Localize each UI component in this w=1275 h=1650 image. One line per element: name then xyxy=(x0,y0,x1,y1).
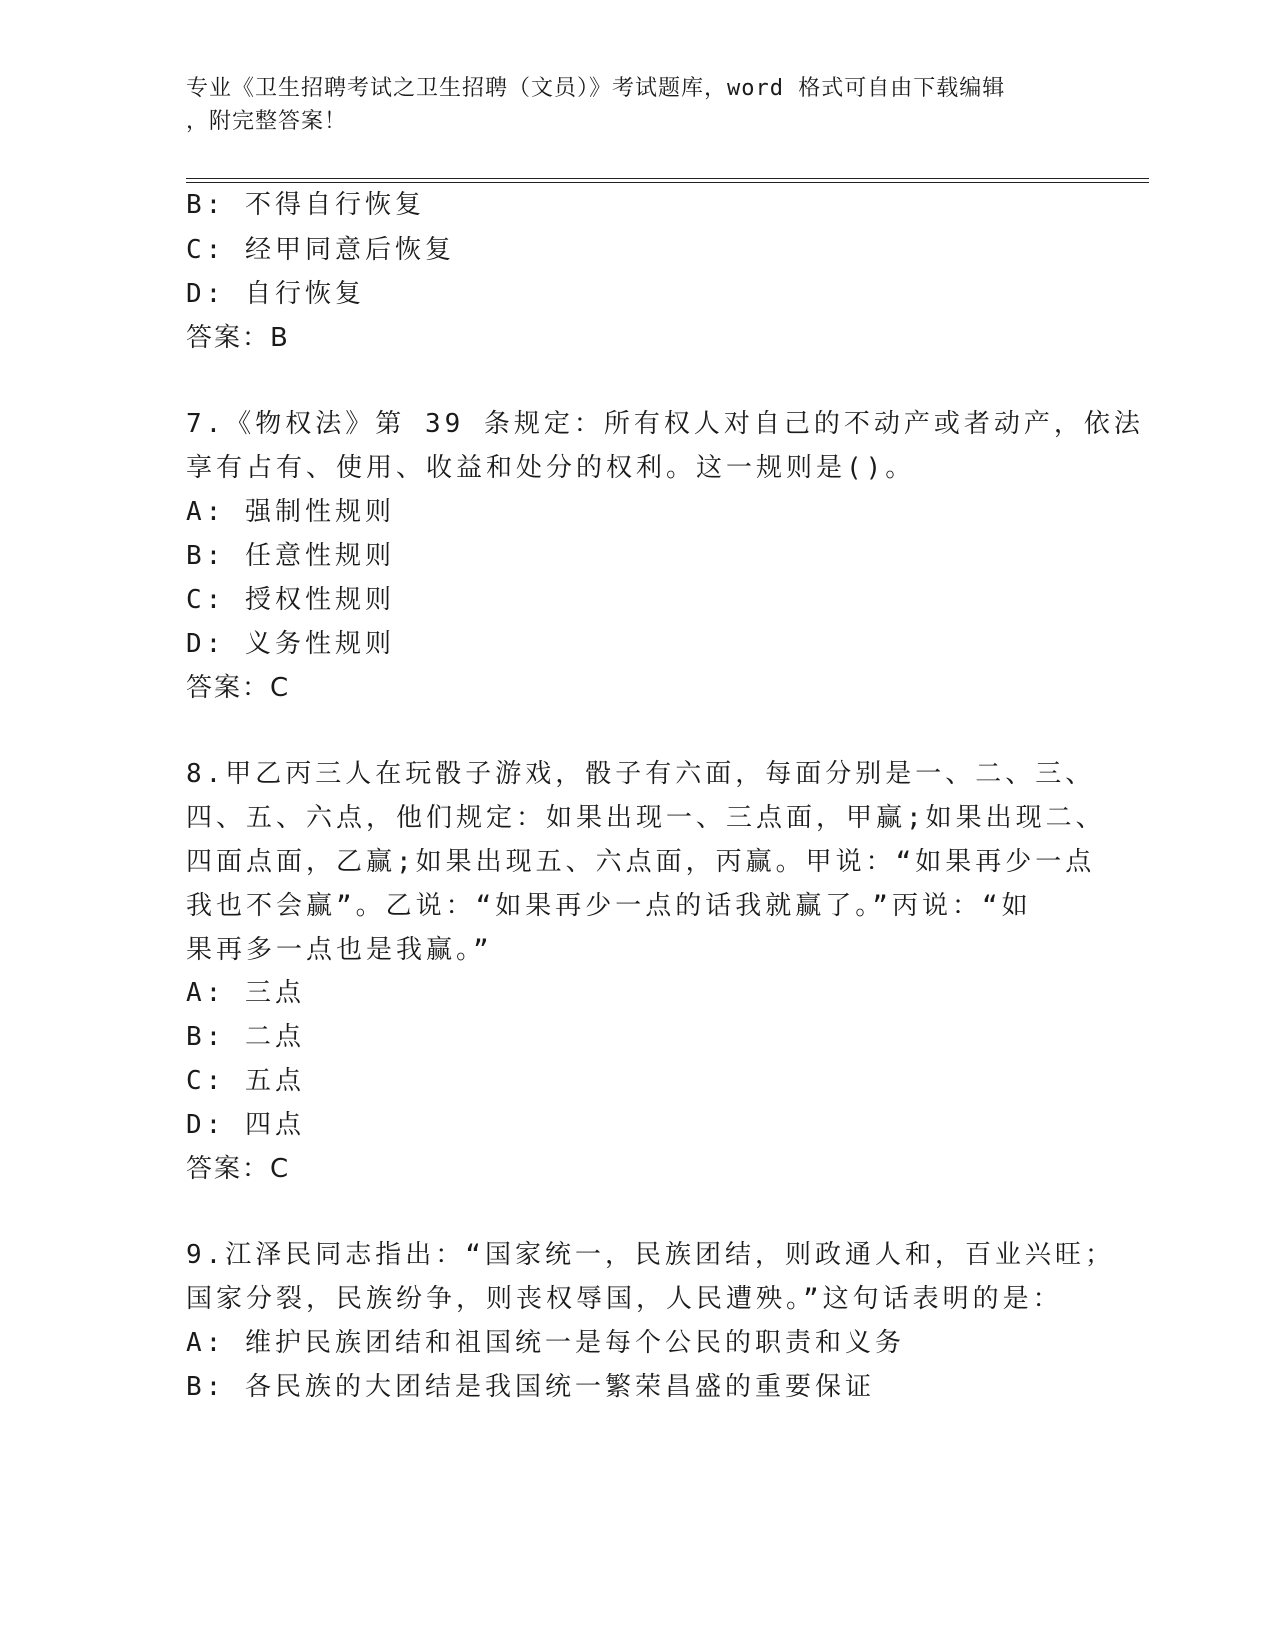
q8-answer: 答案：C xyxy=(186,1154,291,1184)
q8-stem-line-5: 果再多一点也是我赢。” xyxy=(186,935,493,965)
q9-stem-line-2: 国家分裂，民族纷争，则丧权辱国，人民遭殃。”这句话表明的是： xyxy=(186,1284,1063,1314)
q9-option-b: B: 各民族的大团结是我国统一繁荣昌盛的重要保证 xyxy=(186,1372,875,1402)
q8-option-a: A: 三点 xyxy=(186,978,305,1008)
q7-answer: 答案：C xyxy=(186,673,291,703)
q8-option-c: C: 五点 xyxy=(186,1066,305,1096)
q7-stem-line-2: 享有占有、使用、收益和处分的权利。这一规则是()。 xyxy=(186,453,916,483)
q8-stem-line-2: 四、五、六点，他们规定：如果出现一、三点面，甲赢;如果出现二、 xyxy=(186,803,1106,833)
q7-option-a: A: 强制性规则 xyxy=(186,497,395,527)
q7-option-c: C: 授权性规则 xyxy=(186,585,395,615)
q6-option-d: D: 自行恢复 xyxy=(186,279,365,309)
q8-option-d: D: 四点 xyxy=(186,1110,305,1140)
q9-option-a: A: 维护民族团结和祖国统一是每个公民的职责和义务 xyxy=(186,1328,905,1358)
q8-stem-line-3: 四面点面，乙赢;如果出现五、六点面，丙赢。甲说：“如果再少一点 xyxy=(186,847,1096,877)
q8-stem-line-4: 我也不会赢”。乙说：“如果再少一点的话我就赢了。”丙说：“如 xyxy=(186,891,1032,921)
header-line-2: ，附完整答案！ xyxy=(186,109,348,134)
q7-option-b: B: 任意性规则 xyxy=(186,541,395,571)
document-header xyxy=(186,72,1066,138)
q9-stem-line-1: 9.江泽民同志指出：“国家统一，民族团结，则政通人和，百业兴旺； xyxy=(186,1240,1115,1270)
q6-answer: 答案：B xyxy=(186,323,290,353)
header-line-1: 专业《卫生招聘考试之卫生招聘（文员）》考试题库，word 格式可自由下载编辑 xyxy=(186,76,1006,101)
q7-stem-line-1: 7.《物权法》第 39 条规定：所有权人对自己的不动产或者动产，依法 xyxy=(186,409,1144,439)
q6-option-c: C: 经甲同意后恢复 xyxy=(186,235,455,265)
q8-stem-line-1: 8.甲乙丙三人在玩骰子游戏，骰子有六面，每面分别是一、二、三、 xyxy=(186,759,1096,789)
q7-option-d: D: 义务性规则 xyxy=(186,629,395,659)
q8-option-b: B: 二点 xyxy=(186,1022,305,1052)
q6-option-b: B: 不得自行恢复 xyxy=(186,190,425,220)
